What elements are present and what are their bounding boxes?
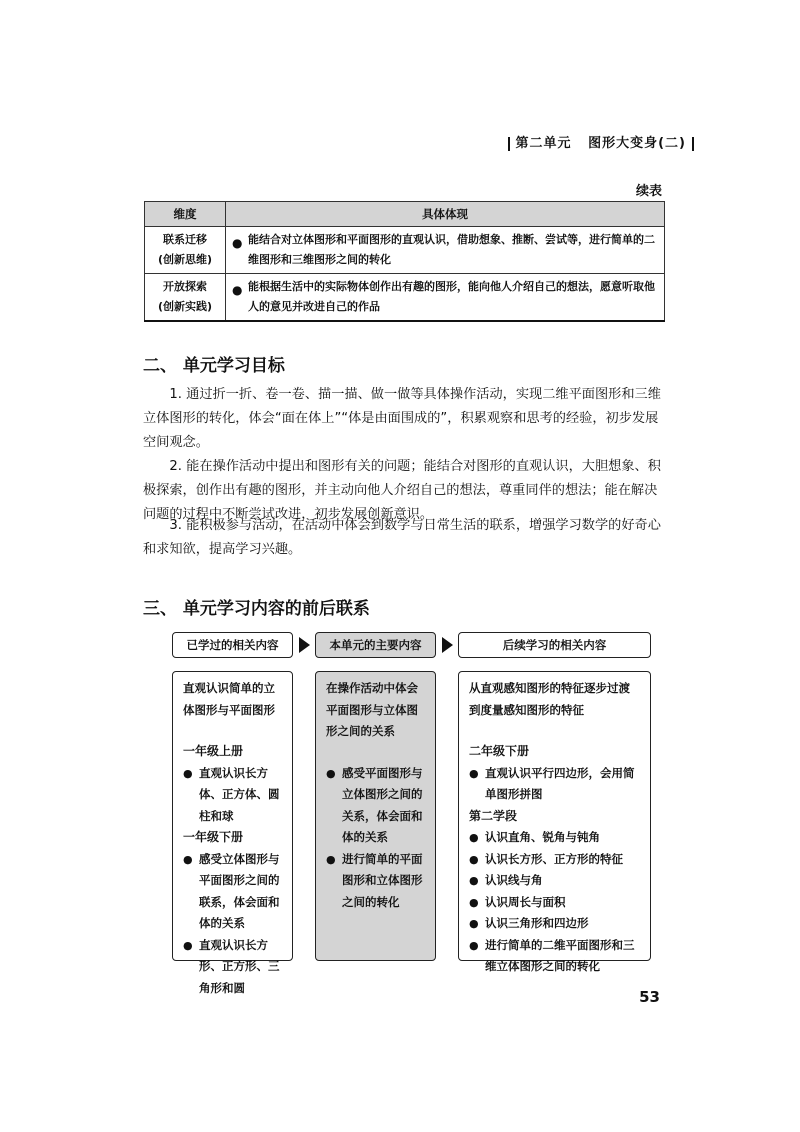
running-header [502,132,700,151]
prior-intro: 直观认识简单的立体图形与平面图形 [183,681,275,717]
list-item: ● 进行简单的二维平面图形和三维立体图形之间的转化 [469,935,640,978]
table-row [145,274,665,322]
objective-paragraph: 3. 能积极参与活动，在活动中体会到数学与日常生活的联系，增强学习数学的好奇心和求知欲，提高学习兴趣。 [143,518,661,557]
dimension-sub: (创新实践) [157,300,213,313]
stage-title: 第二学段 [469,808,518,823]
description-cell [226,227,665,274]
list-item: ● 进行简单的平面图形和立体图形之间的转化 [326,849,425,914]
description-cell [226,274,665,322]
table-header-row [145,202,665,227]
prior-header: 已学过的相关内容 [172,632,293,658]
list-item: ● 直观认识平行四边形，会用简单图形拼图 [469,763,640,806]
list-item: ● 认识周长与面积 [469,892,640,914]
table-header-cell: 维度 [145,202,226,227]
description-text: 能根据生活中的实际物体创作出有趣的图形，能向他人介绍自己的想法，愿意听取他人的意见并改进自己的作品 [248,280,655,313]
header-divider [692,137,694,151]
arrow-right-icon [299,637,310,653]
current-intro: 在操作活动中体会平面图形与立体图形之间的关系 [326,681,418,738]
bullet-icon: ● [232,283,243,297]
current-header: 本单元的主要内容 [315,632,436,658]
table-row [145,227,665,274]
list-item: ● 感受平面图形与立体图形之间的关系，体会面和体的关系 [326,763,425,849]
dimension-table [144,201,665,322]
objective-paragraph: 2. 能在操作活动中提出和图形有关的问题；能结合对图形的直观认识，大胆想象、积极探索，创作出有趣的图形，并主动向他人介绍自己的想法，尊重同伴的想法；能在解决问题的过程中不断尝试改进，初步发展创新意识。 [143,459,661,522]
arrow-right-icon [442,637,453,653]
section-heading: 三、 单元学习内容的前后联系 [143,599,370,619]
prior-content-box [172,671,293,995]
dimension-cell [145,227,226,274]
list-item: ● 直观认识长方形、正方形、三角形和圆 [183,935,282,1000]
list-item: ● 认识三角形和四边形 [469,913,640,935]
description-text: 能结合对立体图形和平面图形的直观认识，借助想象、推断、尝试等，进行简单的二维图形和三维图形之间的转化 [248,233,655,266]
grade-title: 一年级上册 [183,744,244,758]
table-header-cell: 具体体现 [226,202,665,227]
dimension-sub: (创新思维) [157,253,213,266]
header-unit: 第二单元 [515,136,572,151]
list-item: ● 认识直角、锐角与钝角 [469,827,640,849]
list-item: ● 认识长方形、正方形的特征 [469,849,640,871]
section-heading: 二、 单元学习目标 [143,356,285,376]
list-item: ● 认识线与角 [469,870,640,892]
current-content-box [315,671,436,961]
dimension-cell [145,274,226,322]
list-item: ● 直观认识长方体、正方体、圆柱和球 [183,763,282,828]
page-number: 53 [639,988,660,1006]
objective-paragraph: 1. 通过折一折、卷一卷、描一描、做一做等具体操作活动，实现二维平面图形和三维立体图形的转化，体会“面在体上”“体是由面围成的”，积累观察和思考的经验，初步发展空间观念。 [143,387,661,450]
later-header: 后续学习的相关内容 [458,632,651,658]
header-title: 图形大变身(二) [588,136,686,151]
later-content-box [458,671,651,973]
bullet-icon: ● [232,236,243,250]
grade-title: 二年级下册 [469,744,530,758]
dimension-name: 联系迁移 [163,233,207,246]
header-divider [508,137,510,151]
dimension-name: 开放探索 [163,280,207,293]
list-item: ● 感受立体图形与平面图形之间的联系，体会面和体的关系 [183,849,282,935]
later-intro: 从直观感知图形的特征逐步过渡到度量感知图形的特征 [469,681,630,717]
grade-title: 一年级下册 [183,830,244,844]
continued-label: 续表 [635,184,662,199]
